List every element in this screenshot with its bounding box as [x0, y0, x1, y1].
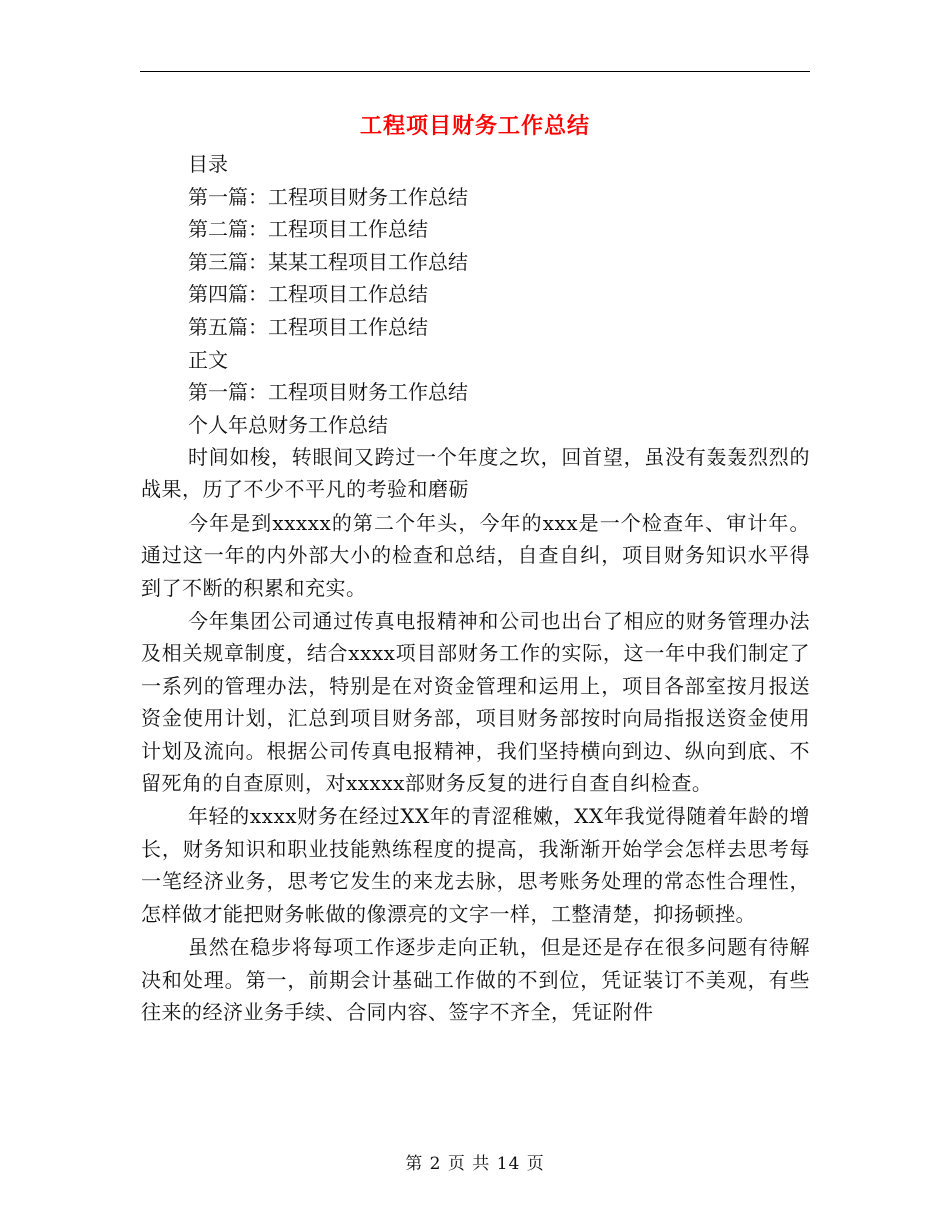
section-title: 第一篇：工程项目财务工作总结 [188, 380, 468, 405]
body-text [141, 441, 810, 1028]
page-number-footer: 第 2 页 共 14 页 [405, 1154, 545, 1174]
toc-item-5: 第五篇：工程项目工作总结 [188, 314, 428, 339]
header-rule [140, 71, 810, 72]
body-heading: 正文 [188, 347, 228, 372]
paragraph-5: 虽然在稳步将每项工作逐步走向正轨，但是还是存在很多问题有待解决和处理。第一，前期会计基础工作做的不到位，凭证装订不美观，有些往来的经济业务手续、合同内容、签字不齐全，凭证附件 [141, 935, 810, 1024]
paragraph-2: 今年是到xxxxx的第二个年头，今年的xxx是一个检查年、审计年。通过这一年的内外部大小的检查和总结，自查自纠，项目财务知识水平得到了不断的积累和充实。 [141, 510, 810, 600]
paragraph-4: 年轻的xxxx财务在经过XX年的青涩稚嫩，XX年我觉得随着年龄的增长，财务知识和职业技能熟练程度的提高，我渐渐开始学会怎样去思考每一笔经济业务，思考它发生的来龙去脉，思考账务处理的常态性合理性，怎样做才能把财务帐做的像漂亮的文字一样，工整清楚，抑扬顿挫。 [141, 804, 810, 926]
toc-item-1: 第一篇：工程项目财务工作总结 [188, 184, 468, 209]
toc-heading: 目录 [188, 152, 228, 176]
toc-item-4: 第四篇：工程项目工作总结 [188, 282, 428, 307]
table-of-contents [188, 148, 808, 441]
paragraph-1: 时间如梭，转眼间又跨过一个年度之坎，回首望，虽没有轰轰烈烈的战果，历了不少不平凡的考验和磨砺 [141, 445, 810, 502]
section-subtitle: 个人年总财务工作总结 [188, 412, 388, 437]
paragraph-3: 今年集团公司通过传真电报精神和公司也出台了相应的财务管理办法及相关规章制度，结合xxxx项目部财务工作的实际，这一年中我们制定了一系列的管理办法，特别是在对资金管理和运用上，项目各部室按月报送资金使用计划，汇总到项目财务部，项目财务部按时向局指报送资金使用计划及流向。根据公司传真电报精神，我们坚持横向到边、纵向到底、不留死角的自查原则，对xxxxx部财务反复的进行自查自纠检查。 [141, 609, 810, 796]
document-title: 工程项目财务工作总结 [359, 113, 590, 139]
toc-item-2: 第二篇：工程项目工作总结 [188, 217, 428, 242]
toc-item-3: 第三篇：某某工程项目工作总结 [188, 249, 468, 274]
